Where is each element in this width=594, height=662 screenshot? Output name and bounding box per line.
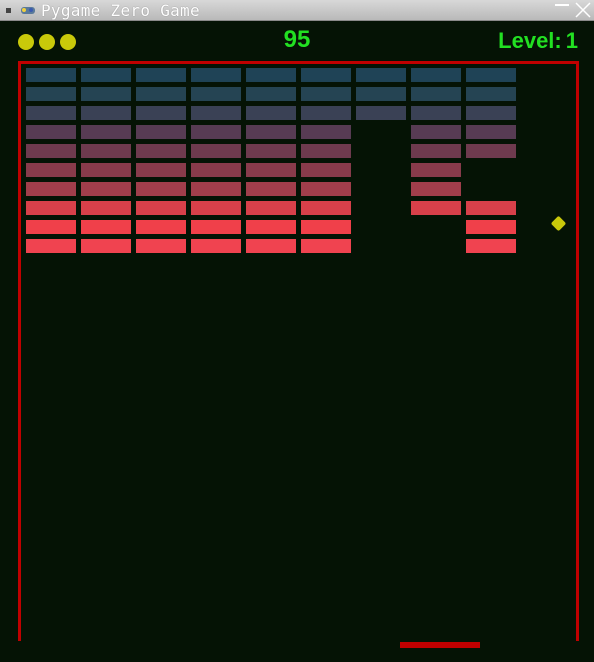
brick xyxy=(466,201,516,215)
brick xyxy=(26,125,76,139)
minimize-icon[interactable] xyxy=(555,4,569,6)
window-menu-icon[interactable] xyxy=(6,8,11,13)
brick xyxy=(26,182,76,196)
close-icon[interactable] xyxy=(574,1,592,19)
brick xyxy=(26,68,76,82)
brick xyxy=(466,239,516,253)
brick xyxy=(191,220,241,234)
brick xyxy=(301,239,351,253)
brick xyxy=(81,201,131,215)
brick xyxy=(411,68,461,82)
brick xyxy=(466,87,516,101)
brick xyxy=(136,125,186,139)
brick xyxy=(136,220,186,234)
brick xyxy=(246,106,296,120)
brick xyxy=(246,144,296,158)
brick xyxy=(26,163,76,177)
brick xyxy=(411,201,461,215)
brick xyxy=(191,201,241,215)
brick xyxy=(81,239,131,253)
brick xyxy=(136,201,186,215)
brick xyxy=(26,201,76,215)
brick xyxy=(26,220,76,234)
brick xyxy=(356,68,406,82)
brick xyxy=(136,239,186,253)
brick xyxy=(191,87,241,101)
brick xyxy=(26,144,76,158)
brick xyxy=(136,87,186,101)
brick xyxy=(411,163,461,177)
brick xyxy=(26,239,76,253)
window-title: Pygame Zero Game xyxy=(41,1,200,20)
brick xyxy=(466,106,516,120)
game-canvas[interactable] xyxy=(0,21,594,662)
level-label: Level: xyxy=(498,28,562,53)
brick xyxy=(246,182,296,196)
brick xyxy=(191,144,241,158)
brick xyxy=(301,106,351,120)
brick xyxy=(301,125,351,139)
window-titlebar xyxy=(0,0,594,21)
brick xyxy=(191,182,241,196)
brick xyxy=(246,87,296,101)
brick xyxy=(81,106,131,120)
brick xyxy=(411,144,461,158)
brick xyxy=(81,87,131,101)
brick xyxy=(411,106,461,120)
brick xyxy=(136,106,186,120)
brick xyxy=(81,163,131,177)
brick xyxy=(26,87,76,101)
brick xyxy=(246,220,296,234)
brick xyxy=(136,182,186,196)
brick xyxy=(301,68,351,82)
brick xyxy=(246,163,296,177)
brick xyxy=(81,68,131,82)
brick xyxy=(136,68,186,82)
brick xyxy=(191,68,241,82)
level-value: 1 xyxy=(565,28,578,53)
brick xyxy=(466,144,516,158)
brick xyxy=(301,87,351,101)
brick xyxy=(136,163,186,177)
brick xyxy=(191,163,241,177)
level-display xyxy=(494,28,578,54)
brick xyxy=(246,68,296,82)
brick xyxy=(246,239,296,253)
brick xyxy=(301,144,351,158)
brick xyxy=(301,182,351,196)
brick xyxy=(136,144,186,158)
score-display: 95 xyxy=(283,26,311,53)
brick xyxy=(356,106,406,120)
brick xyxy=(191,106,241,120)
brick xyxy=(191,239,241,253)
pygame-snake-icon xyxy=(20,4,36,16)
brick xyxy=(466,68,516,82)
brick xyxy=(191,125,241,139)
brick xyxy=(301,220,351,234)
brick xyxy=(81,144,131,158)
brick xyxy=(81,220,131,234)
brick xyxy=(411,125,461,139)
paddle[interactable] xyxy=(400,642,480,648)
brick xyxy=(411,182,461,196)
brick xyxy=(246,201,296,215)
brick xyxy=(26,106,76,120)
brick xyxy=(81,125,131,139)
brick xyxy=(466,125,516,139)
brick xyxy=(466,220,516,234)
brick xyxy=(411,87,461,101)
brick xyxy=(246,125,296,139)
brick xyxy=(81,182,131,196)
brick xyxy=(301,163,351,177)
brick xyxy=(356,87,406,101)
brick xyxy=(301,201,351,215)
